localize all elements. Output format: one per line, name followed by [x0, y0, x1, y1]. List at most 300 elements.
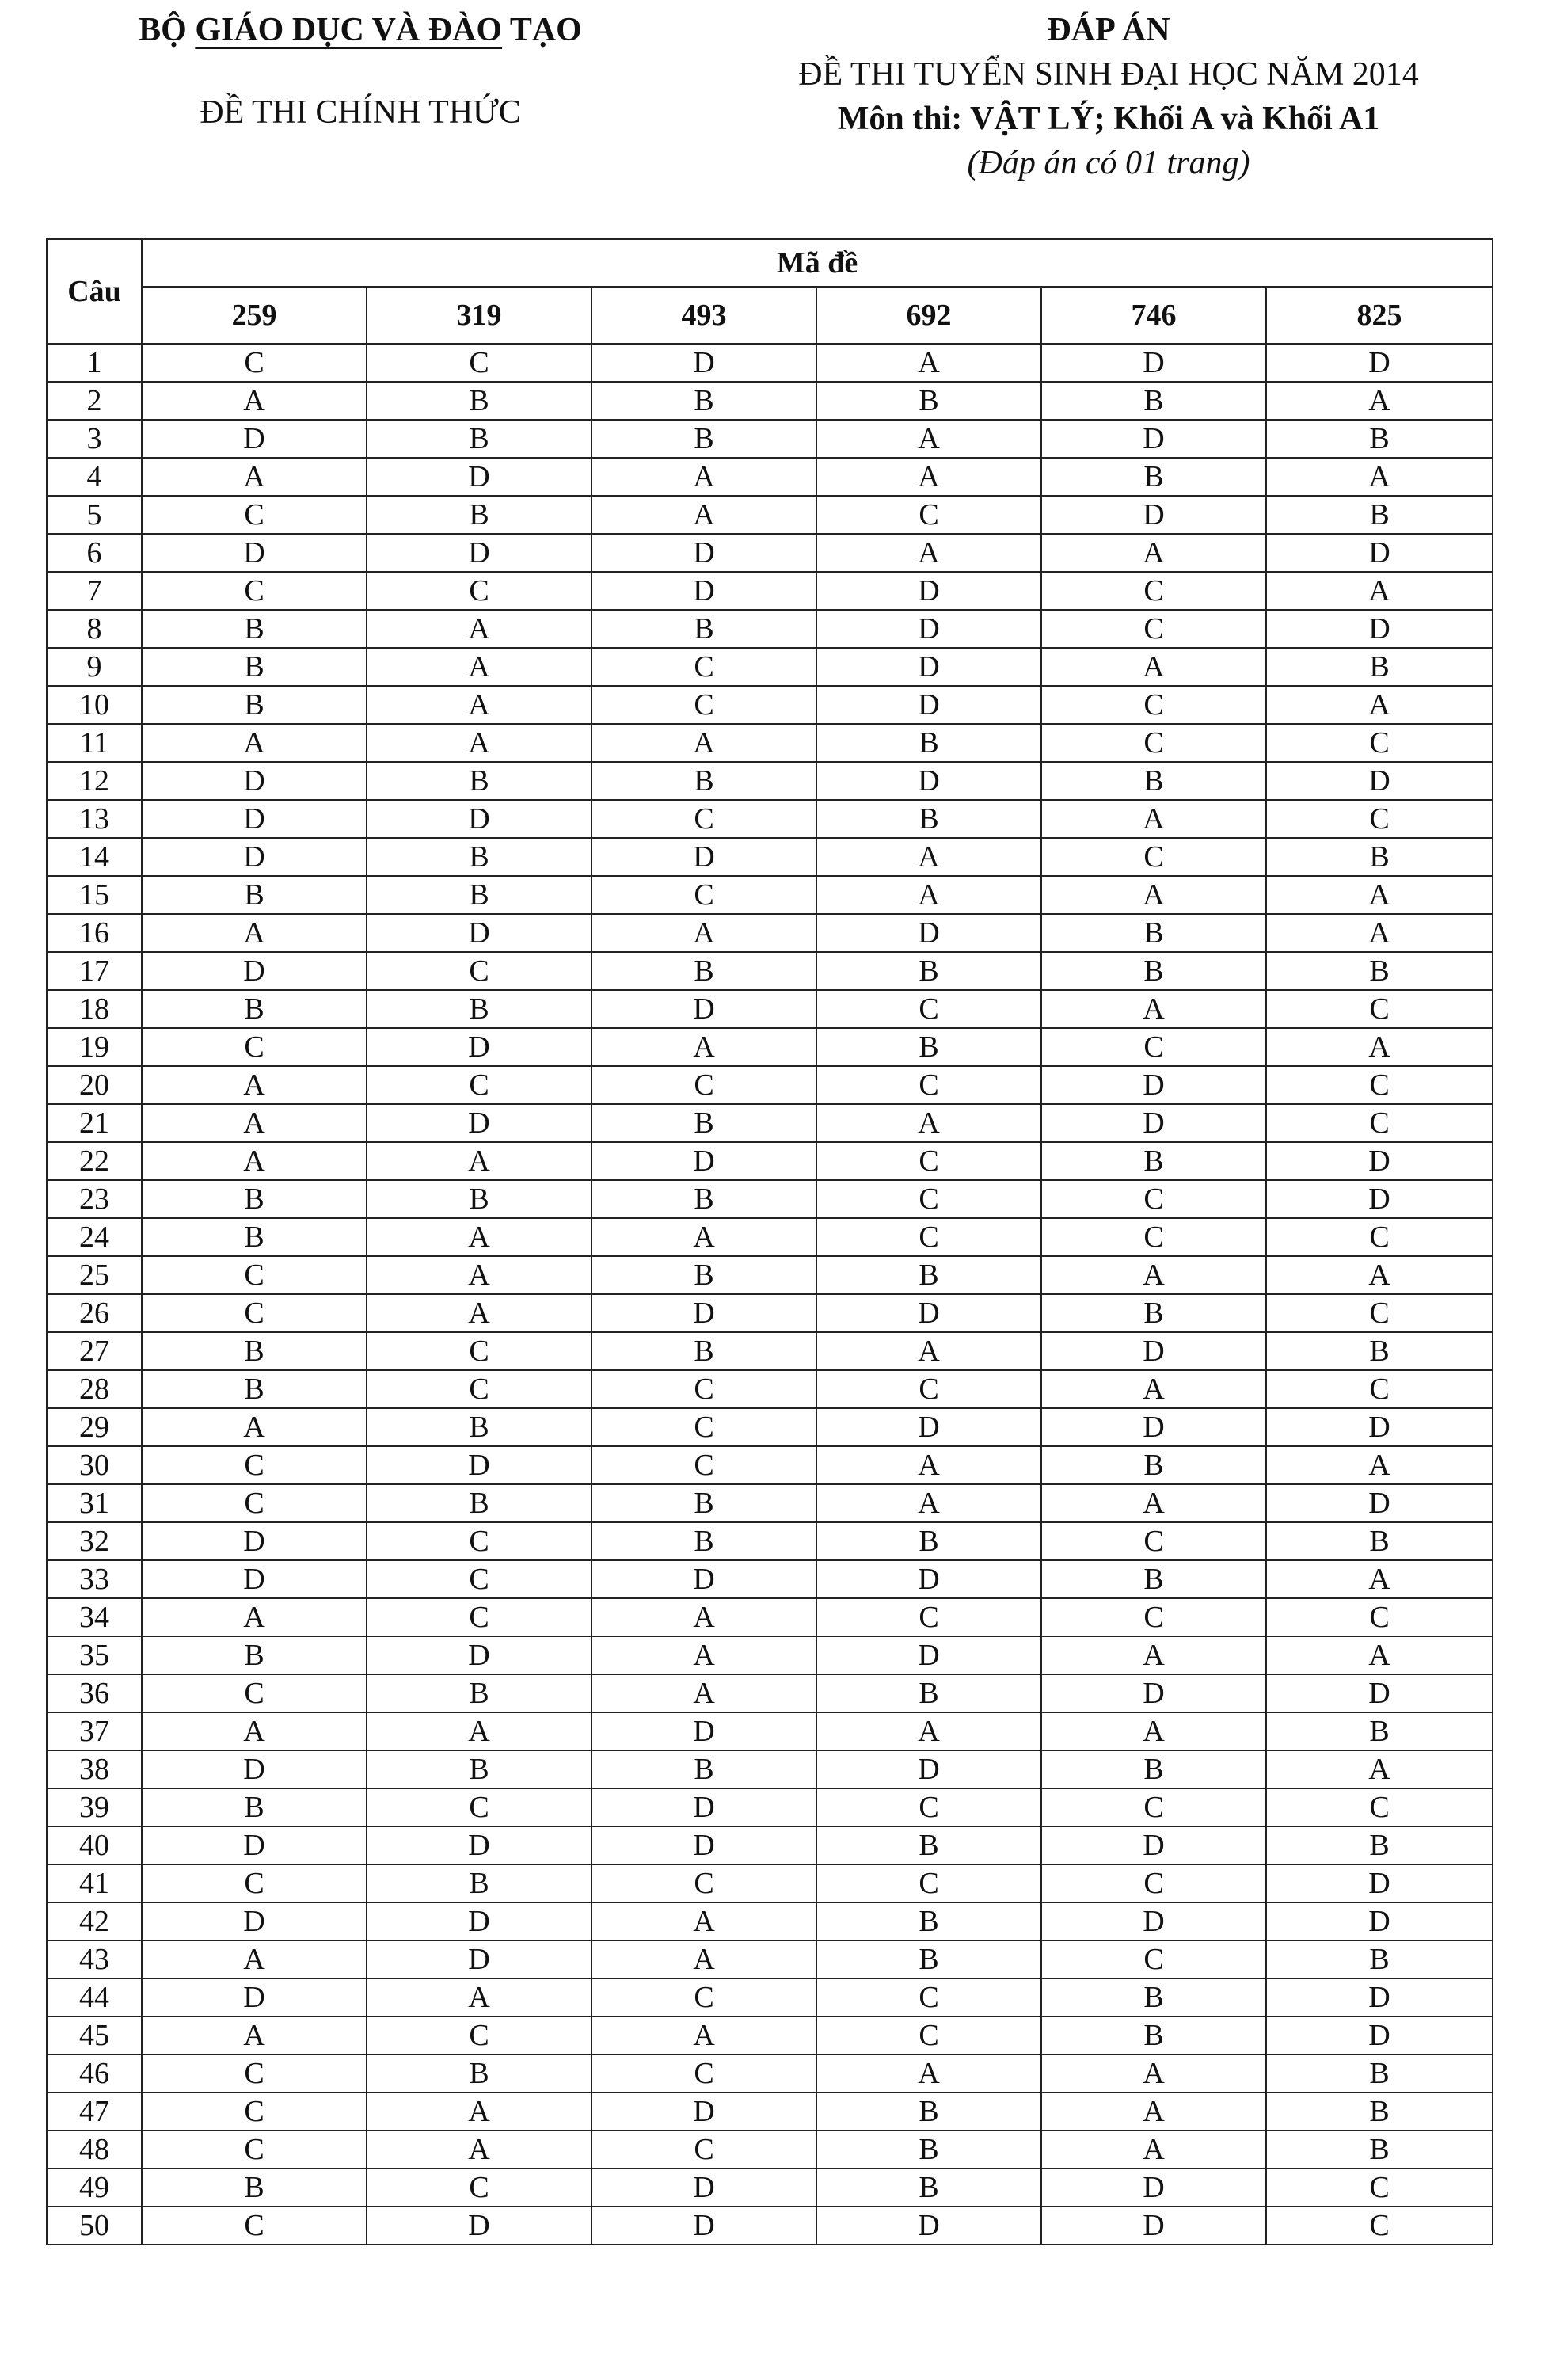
answer-cell: C: [1266, 1218, 1493, 1256]
answer-cell: D: [592, 1712, 816, 1750]
question-number: 49: [47, 2169, 142, 2207]
answer-cell: D: [816, 1294, 1041, 1332]
answer-cell: B: [367, 876, 592, 914]
answer-cell: C: [1266, 2207, 1493, 2245]
answer-cell: B: [816, 2131, 1041, 2169]
answer-cell: C: [816, 1978, 1041, 2016]
answers-body: [47, 344, 1493, 2245]
table-row: [47, 1256, 1493, 1294]
answer-cell: B: [142, 1332, 367, 1370]
answer-cell: B: [142, 1370, 367, 1408]
answer-cell: B: [1266, 420, 1493, 458]
answer-cell: D: [142, 952, 367, 990]
answer-cell: D: [592, 572, 816, 610]
answer-cell: A: [816, 420, 1041, 458]
answer-cell: B: [592, 1484, 816, 1522]
answer-cell: A: [816, 458, 1041, 496]
answer-cell: A: [1041, 648, 1266, 686]
answer-cell: D: [1041, 420, 1266, 458]
answer-cell: D: [1041, 1104, 1266, 1142]
answer-cell: B: [367, 1180, 592, 1218]
question-number: 27: [47, 1332, 142, 1370]
question-number: 17: [47, 952, 142, 990]
answer-cell: C: [592, 686, 816, 724]
answer-cell: A: [1041, 1484, 1266, 1522]
table-row: [47, 2131, 1493, 2169]
answer-key-table: [46, 238, 1493, 2245]
answer-cell: D: [816, 648, 1041, 686]
answer-cell: B: [1266, 1826, 1493, 1864]
table-row: [47, 1332, 1493, 1370]
answer-cell: C: [1041, 686, 1266, 724]
answer-cell: C: [1266, 2169, 1493, 2207]
answer-cell: B: [1266, 648, 1493, 686]
answer-cell: C: [592, 1370, 816, 1408]
answer-cell: B: [1041, 1446, 1266, 1484]
answer-cell: A: [1266, 572, 1493, 610]
question-number: 43: [47, 1940, 142, 1978]
answer-cell: B: [816, 952, 1041, 990]
answer-cell: B: [816, 1902, 1041, 1940]
answer-cell: A: [592, 1028, 816, 1066]
question-number: 25: [47, 1256, 142, 1294]
answer-cell: C: [142, 1446, 367, 1484]
answer-cell: C: [1041, 1864, 1266, 1902]
answer-cell: B: [1266, 1712, 1493, 1750]
table-row: [47, 914, 1493, 952]
answer-cell: C: [367, 1522, 592, 1560]
question-number: 23: [47, 1180, 142, 1218]
answer-cell: A: [142, 1712, 367, 1750]
answer-cell: C: [816, 1370, 1041, 1408]
answer-cell: C: [142, 1674, 367, 1712]
answer-cell: A: [1266, 1256, 1493, 1294]
answer-cell: A: [1266, 1750, 1493, 1788]
answer-cell: D: [367, 1104, 592, 1142]
question-number: 10: [47, 686, 142, 724]
question-column-header: Câu: [47, 239, 142, 344]
answer-cell: D: [816, 914, 1041, 952]
answer-cell: B: [816, 800, 1041, 838]
answer-cell: A: [1266, 876, 1493, 914]
answer-cell: C: [142, 496, 367, 534]
question-number: 41: [47, 1864, 142, 1902]
question-number: 20: [47, 1066, 142, 1104]
answer-cell: A: [1041, 1256, 1266, 1294]
answer-cell: B: [592, 382, 816, 420]
question-number: 1: [47, 344, 142, 382]
answer-cell: C: [816, 990, 1041, 1028]
answer-cell: D: [592, 2092, 816, 2131]
answer-cell: B: [1266, 496, 1493, 534]
answer-cell: A: [142, 1104, 367, 1142]
table-row: [47, 496, 1493, 534]
answer-cell: A: [367, 686, 592, 724]
question-number: 47: [47, 2092, 142, 2131]
answer-cell: C: [367, 1598, 592, 1636]
answer-cell: D: [1041, 1826, 1266, 1864]
answer-cell: D: [1266, 2016, 1493, 2054]
answer-cell: A: [367, 1218, 592, 1256]
answer-cell: B: [816, 1826, 1041, 1864]
answer-cell: C: [1266, 1104, 1493, 1142]
answer-cell: C: [1266, 990, 1493, 1028]
answer-cell: C: [142, 2054, 367, 2092]
answer-cell: C: [367, 952, 592, 990]
answer-cell: D: [592, 1788, 816, 1826]
answer-cell: B: [1266, 2092, 1493, 2131]
answer-cell: B: [1266, 952, 1493, 990]
table-row: [47, 1104, 1493, 1142]
question-number: 31: [47, 1484, 142, 1522]
answer-cell: B: [592, 1256, 816, 1294]
table-row: [47, 686, 1493, 724]
answer-cell: B: [816, 1522, 1041, 1560]
question-number: 5: [47, 496, 142, 534]
question-number: 30: [47, 1446, 142, 1484]
answer-cell: D: [367, 458, 592, 496]
answer-cell: C: [592, 876, 816, 914]
exam-code-header: 493: [592, 287, 816, 344]
answer-cell: D: [1266, 344, 1493, 382]
answer-cell: D: [142, 1522, 367, 1560]
answer-cell: D: [592, 2207, 816, 2245]
question-number: 18: [47, 990, 142, 1028]
answer-cell: D: [1266, 1142, 1493, 1180]
table-row: [47, 458, 1493, 496]
answer-cell: A: [142, 382, 367, 420]
answer-cell: B: [1041, 2016, 1266, 2054]
table-row: [47, 1294, 1493, 1332]
answer-cell: B: [367, 1864, 592, 1902]
question-number: 36: [47, 1674, 142, 1712]
answer-cell: B: [816, 2092, 1041, 2131]
table-row: [47, 1408, 1493, 1446]
answer-cell: A: [1041, 2054, 1266, 2092]
answer-cell: D: [142, 838, 367, 876]
answer-cell: A: [1041, 534, 1266, 572]
answer-cell: C: [142, 572, 367, 610]
answer-cell: A: [142, 914, 367, 952]
exam-codes-row: [47, 287, 1493, 344]
answer-cell: B: [592, 762, 816, 800]
answer-cell: B: [816, 1256, 1041, 1294]
answer-cell: C: [816, 1598, 1041, 1636]
answer-cell: D: [592, 838, 816, 876]
answer-cell: B: [142, 1218, 367, 1256]
table-row: [47, 1978, 1493, 2016]
exam-code-header: 825: [1266, 287, 1493, 344]
answer-cell: D: [1266, 1864, 1493, 1902]
answer-cell: A: [142, 1142, 367, 1180]
table-row: [47, 382, 1493, 420]
ministry-name-prefix: BỘ: [139, 12, 196, 48]
answer-cell: A: [816, 534, 1041, 572]
answer-cell: A: [592, 496, 816, 534]
answer-cell: D: [592, 1560, 816, 1598]
table-row: [47, 2054, 1493, 2092]
answer-cell: C: [367, 572, 592, 610]
answer-cell: B: [816, 382, 1041, 420]
answer-cell: D: [367, 534, 592, 572]
answer-cell: B: [1041, 458, 1266, 496]
answer-cell: B: [1041, 1142, 1266, 1180]
answer-cell: A: [1266, 458, 1493, 496]
answer-cell: C: [1041, 1522, 1266, 1560]
answer-cell: D: [1266, 1408, 1493, 1446]
question-number: 26: [47, 1294, 142, 1332]
question-number: 2: [47, 382, 142, 420]
answer-cell: D: [367, 1826, 592, 1864]
table-row: [47, 1864, 1493, 1902]
answer-cell: B: [1266, 1332, 1493, 1370]
answer-cell: A: [1041, 2131, 1266, 2169]
answer-cell: B: [592, 952, 816, 990]
answer-cell: B: [1266, 2054, 1493, 2092]
answer-cell: A: [1041, 990, 1266, 1028]
table-row: [47, 1522, 1493, 1560]
answer-cell: A: [367, 1978, 592, 2016]
answer-cell: A: [592, 914, 816, 952]
answer-cell: D: [816, 1560, 1041, 1598]
answer-cell: C: [816, 1864, 1041, 1902]
exam-code-header: 746: [1041, 287, 1266, 344]
answer-cell: A: [1266, 686, 1493, 724]
answer-key-title: ĐÁP ÁN: [1047, 12, 1170, 48]
question-number: 28: [47, 1370, 142, 1408]
answer-cell: C: [142, 344, 367, 382]
answer-cell: B: [142, 1180, 367, 1218]
table-row: [47, 952, 1493, 990]
table-row: [47, 2092, 1493, 2131]
answer-cell: A: [142, 1598, 367, 1636]
answer-cell: D: [1041, 496, 1266, 534]
answer-cell: D: [142, 1978, 367, 2016]
answer-cell: D: [1266, 534, 1493, 572]
answer-cell: A: [816, 1484, 1041, 1522]
answer-cell: C: [1041, 1598, 1266, 1636]
table-row: [47, 724, 1493, 762]
answer-cell: B: [367, 990, 592, 1028]
answer-cell: B: [142, 1636, 367, 1674]
answer-cell: D: [592, 2169, 816, 2207]
answer-cell: A: [1266, 1636, 1493, 1674]
question-number: 12: [47, 762, 142, 800]
answer-cell: C: [816, 1788, 1041, 1826]
answer-cell: B: [592, 1750, 816, 1788]
question-number: 45: [47, 2016, 142, 2054]
question-number: 42: [47, 1902, 142, 1940]
answer-cell: C: [1041, 572, 1266, 610]
answer-cell: A: [1041, 800, 1266, 838]
answer-cell: D: [592, 534, 816, 572]
answer-cell: C: [367, 2016, 592, 2054]
answer-cell: B: [1266, 1522, 1493, 1560]
answer-cell: D: [1266, 1180, 1493, 1218]
table-row: [47, 990, 1493, 1028]
answer-cell: B: [1041, 952, 1266, 990]
answer-cell: D: [1266, 762, 1493, 800]
table-row: [47, 2207, 1493, 2245]
table-row: [47, 876, 1493, 914]
ministry-name-underlined: GIÁO DỤC VÀ ĐÀO: [195, 12, 503, 48]
answer-cell: C: [1266, 1598, 1493, 1636]
question-number: 16: [47, 914, 142, 952]
answer-cell: D: [816, 686, 1041, 724]
answer-cell: A: [1041, 1636, 1266, 1674]
answer-cell: B: [592, 1104, 816, 1142]
answer-cell: C: [816, 1180, 1041, 1218]
question-number: 46: [47, 2054, 142, 2092]
answer-cell: D: [367, 1636, 592, 1674]
answer-cell: B: [816, 2169, 1041, 2207]
answer-cell: A: [816, 2054, 1041, 2092]
question-number: 8: [47, 610, 142, 648]
answer-cell: A: [1266, 914, 1493, 952]
answer-cell: C: [367, 1332, 592, 1370]
answer-cell: C: [1266, 1370, 1493, 1408]
exam-code-header: 259: [142, 287, 367, 344]
answer-cell: B: [1041, 1978, 1266, 2016]
answer-cell: C: [592, 1446, 816, 1484]
answer-cell: B: [367, 382, 592, 420]
answer-cell: D: [816, 2207, 1041, 2245]
answer-cell: A: [816, 1712, 1041, 1750]
answer-cell: B: [142, 686, 367, 724]
answer-cell: D: [816, 610, 1041, 648]
answer-cell: D: [1266, 1674, 1493, 1712]
answer-cell: D: [1041, 1674, 1266, 1712]
answer-cell: C: [1041, 1180, 1266, 1218]
answer-cell: A: [142, 1066, 367, 1104]
answer-cell: A: [592, 1598, 816, 1636]
table-row: [47, 610, 1493, 648]
answer-cell: D: [816, 1636, 1041, 1674]
answer-cell: B: [592, 1332, 816, 1370]
answer-cell: C: [367, 1066, 592, 1104]
answer-cell: D: [592, 1826, 816, 1864]
table-row: [47, 648, 1493, 686]
answer-cell: A: [367, 648, 592, 686]
answer-cell: D: [816, 572, 1041, 610]
answer-cell: A: [367, 2131, 592, 2169]
exam-code-group-header: Mã đề: [142, 239, 1493, 287]
answer-cell: D: [142, 534, 367, 572]
question-number: 9: [47, 648, 142, 686]
answer-cell: D: [1041, 1408, 1266, 1446]
question-number: 29: [47, 1408, 142, 1446]
question-number: 48: [47, 2131, 142, 2169]
answer-cell: D: [367, 1902, 592, 1940]
question-number: 19: [47, 1028, 142, 1066]
question-number: 15: [47, 876, 142, 914]
answer-cell: C: [816, 2016, 1041, 2054]
table-row: [47, 838, 1493, 876]
answer-cell: A: [1266, 1446, 1493, 1484]
question-number: 14: [47, 838, 142, 876]
table-row: [47, 1142, 1493, 1180]
answer-cell: D: [142, 1750, 367, 1788]
question-number: 37: [47, 1712, 142, 1750]
answer-cell: B: [367, 1484, 592, 1522]
answer-cell: D: [592, 1294, 816, 1332]
answer-cell: A: [367, 1142, 592, 1180]
answer-cell: C: [142, 1256, 367, 1294]
answer-cell: A: [1266, 1560, 1493, 1598]
answer-cell: B: [367, 838, 592, 876]
answer-cell: C: [142, 1484, 367, 1522]
answer-cell: D: [1041, 2207, 1266, 2245]
exam-code-header: 692: [816, 287, 1041, 344]
table-row: [47, 1180, 1493, 1218]
answer-cell: A: [1041, 2092, 1266, 2131]
answer-cell: D: [1266, 1902, 1493, 1940]
exam-name: ĐỀ THI TUYỂN SINH ĐẠI HỌC NĂM 2014: [798, 56, 1419, 93]
table-row: [47, 1674, 1493, 1712]
answer-cell: B: [367, 1674, 592, 1712]
table-row: [47, 1066, 1493, 1104]
answer-cell: D: [816, 1408, 1041, 1446]
answer-cell: A: [142, 724, 367, 762]
answer-cell: C: [592, 648, 816, 686]
table-row: [47, 1636, 1493, 1674]
answer-cell: B: [1041, 914, 1266, 952]
question-number: 44: [47, 1978, 142, 2016]
answer-cell: D: [367, 1446, 592, 1484]
ministry-name-suffix: TẠO: [502, 12, 582, 48]
answer-cell: B: [816, 1674, 1041, 1712]
answer-cell: A: [592, 724, 816, 762]
answer-cell: D: [816, 1750, 1041, 1788]
answer-cell: C: [1041, 610, 1266, 648]
page-count-note: (Đáp án có 01 trang): [967, 145, 1250, 181]
answer-cell: C: [1266, 1788, 1493, 1826]
answer-cell: B: [367, 2054, 592, 2092]
answer-cell: A: [592, 458, 816, 496]
answer-cell: A: [367, 724, 592, 762]
table-row: [47, 572, 1493, 610]
answer-cell: A: [367, 2092, 592, 2131]
answer-cell: D: [367, 2207, 592, 2245]
answer-cell: D: [1266, 1484, 1493, 1522]
question-number: 33: [47, 1560, 142, 1598]
table-row: [47, 1560, 1493, 1598]
table-row: [47, 1712, 1493, 1750]
answer-cell: C: [592, 2131, 816, 2169]
answer-cell: A: [142, 1940, 367, 1978]
answer-cell: D: [592, 990, 816, 1028]
answer-cell: A: [1041, 1712, 1266, 1750]
answer-cell: B: [1041, 1294, 1266, 1332]
table-row: [47, 1826, 1493, 1864]
answer-cell: C: [142, 2207, 367, 2245]
answer-cell: C: [367, 1788, 592, 1826]
answer-cell: B: [592, 1180, 816, 1218]
answer-cell: A: [1041, 1370, 1266, 1408]
question-number: 11: [47, 724, 142, 762]
answer-cell: C: [367, 2169, 592, 2207]
answer-cell: C: [816, 496, 1041, 534]
answer-cell: C: [1041, 1940, 1266, 1978]
answer-cell: C: [1041, 1028, 1266, 1066]
answer-cell: D: [1041, 344, 1266, 382]
answer-cell: B: [1266, 838, 1493, 876]
question-number: 13: [47, 800, 142, 838]
question-number: 22: [47, 1142, 142, 1180]
question-number: 21: [47, 1104, 142, 1142]
answer-cell: A: [142, 2016, 367, 2054]
table-row: [47, 1788, 1493, 1826]
